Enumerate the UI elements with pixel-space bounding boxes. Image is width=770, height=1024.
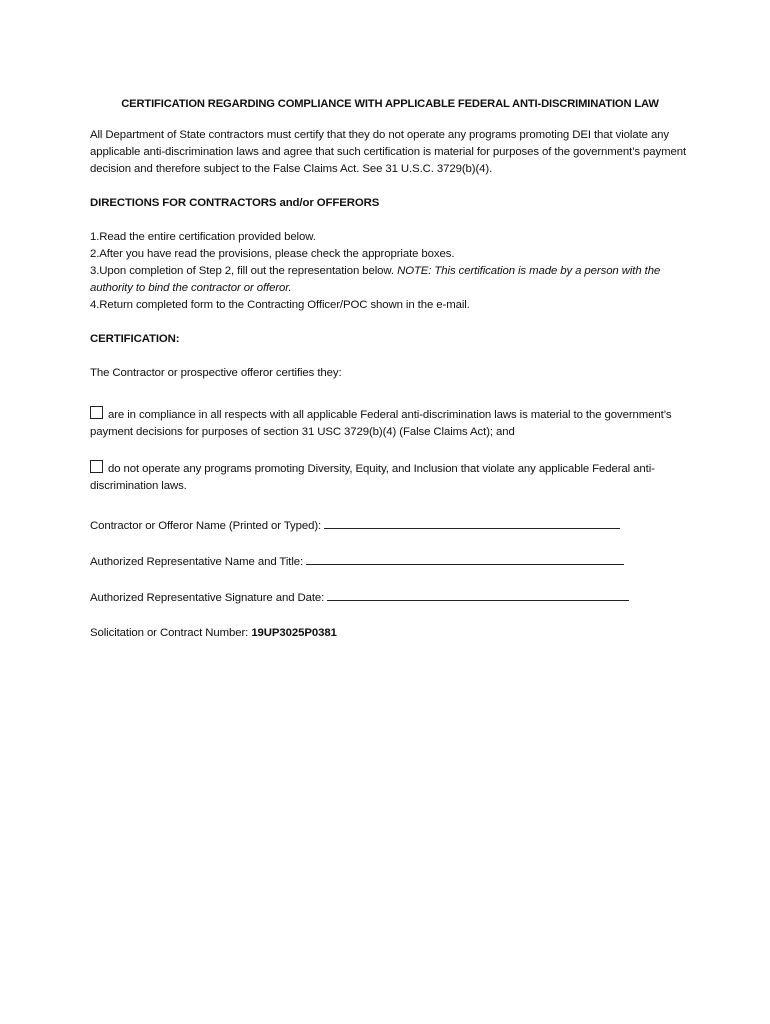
document-title: CERTIFICATION REGARDING COMPLIANCE WITH APPLICABLE FEDERAL ANTI-DISCRIMINATION LAW: [121, 98, 659, 110]
signature-label: Authorized Representative Signature and Date:: [90, 592, 325, 604]
contract-number-value: 19UP3025P0381: [251, 627, 337, 639]
certification-item-dei: [90, 460, 690, 495]
intro-paragraph: All Department of State contractors must certify that they do not operate any programs promoting DEI that violate any applicable anti-discrimination laws and agree that such certification is material for purposes of the government’s payment decision and therefore subject to the False Claims Act. See 31 U.S.C. 3729(b)(4).: [90, 129, 687, 175]
step-3-text: 3.Upon completion of Step 2, fill out the representation below.: [90, 265, 394, 277]
directions-list: [90, 229, 690, 314]
step-3: [90, 263, 690, 297]
contractor-name-blank[interactable]: [324, 517, 620, 529]
dei-text: do not operate any programs promoting Diversity, Equity, and Inclusion that violate any applicable Federal anti-discrimination laws.: [90, 463, 655, 492]
certification-document: [90, 96, 690, 660]
compliance-text: are in compliance in all respects with all applicable Federal anti-discrimination laws is material to the government’s payment decisions for purposes of section 31 USC 3729(b)(4) (False Claims Act); and: [90, 409, 672, 438]
certification-item-compliance: [90, 406, 690, 441]
step-3-note: NOTE: This certification is made by a person with the authority to bind the contractor or offeror.: [90, 265, 661, 294]
certification-heading: CERTIFICATION:: [90, 333, 180, 345]
representative-name-label: Authorized Representative Name and Title:: [90, 556, 304, 568]
signature-blank[interactable]: [327, 589, 629, 601]
dei-checkbox[interactable]: [90, 460, 103, 473]
certification-lead: The Contractor or prospective offeror certifies they:: [90, 367, 342, 379]
representative-name-blank[interactable]: [306, 553, 624, 565]
representative-name-field: [90, 553, 690, 571]
compliance-checkbox[interactable]: [90, 406, 103, 419]
contractor-name-label: Contractor or Offeror Name (Printed or Typed):: [90, 520, 322, 532]
signature-field: [90, 589, 690, 607]
directions-heading: DIRECTIONS FOR CONTRACTORS and/or OFFERORS: [90, 197, 380, 209]
contractor-name-field: [90, 517, 690, 535]
contract-number-label: Solicitation or Contract Number:: [90, 627, 249, 639]
step-1: 1.Read the entire certification provided below.: [90, 231, 316, 243]
step-4: 4.Return completed form to the Contracting Officer/POC shown in the e-mail.: [90, 299, 470, 311]
contract-number-field: [90, 625, 690, 642]
step-2: 2.After you have read the provisions, please check the appropriate boxes.: [90, 248, 455, 260]
